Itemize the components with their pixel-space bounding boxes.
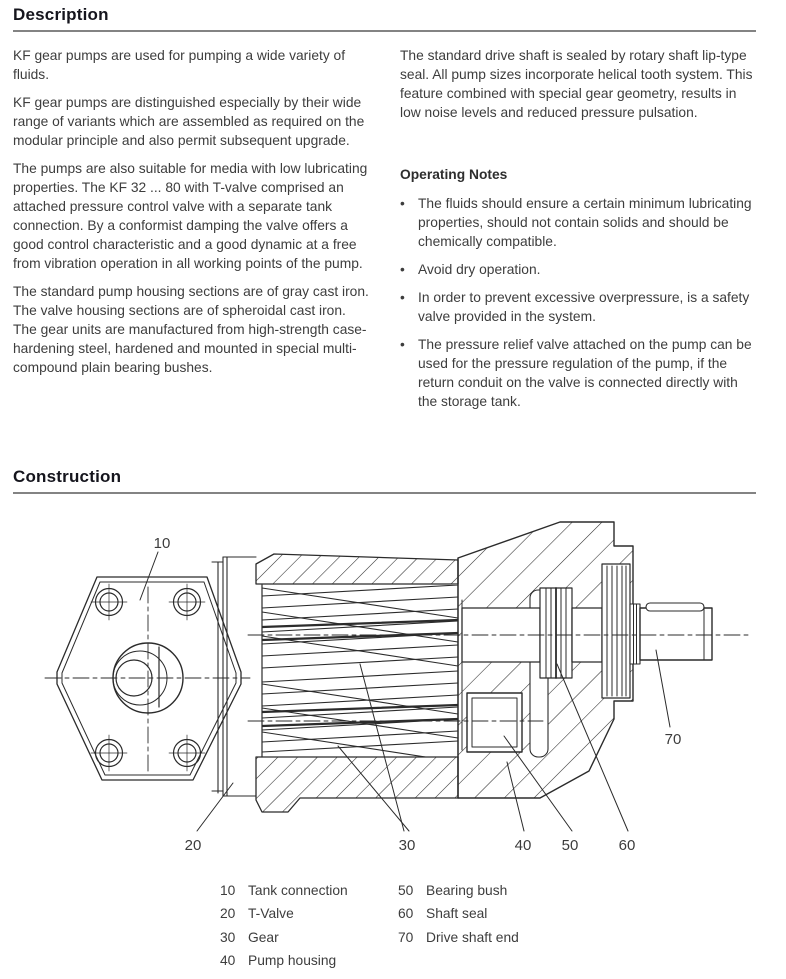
shaft-seal-rings [540,588,572,678]
bullet-text: In order to prevent excessive overpressure, is a safety valve provided in the system. [418,290,750,324]
paragraph: KF gear pumps are used for pumping a wide variety of fluids. [13,48,346,82]
cover-exit-rings [602,564,630,698]
legend-number: 30 [220,929,236,945]
legend-item [220,926,348,949]
legend-label: T-Valve [248,906,294,922]
callout-70: 70 [664,731,682,748]
legend-number: 60 [398,906,414,922]
paragraph: KF gear pumps are distinguished especially by their wide range of variants which are assembled as required on the modular principle and also permit subsequent upgrade. [13,95,365,148]
description-right-column [400,46,758,420]
list-item [400,260,758,279]
legend-label: Drive shaft end [426,929,519,945]
callout-40: 40 [514,837,532,854]
description-heading: Description [13,5,109,24]
legend-label: Pump housing [248,953,337,969]
gear-teeth [262,585,458,762]
bullet-marker: • [400,196,405,211]
callout-20: 20 [184,837,202,854]
legend-number: 10 [220,883,236,898]
housing-top-wall [256,554,458,584]
paragraph: The standard pump housing sections are of gray cast iron. The valve housing sections are of spheroidal cast iron. [13,284,369,318]
description-left-column [13,46,369,386]
legend-item [398,879,519,902]
t-valve-plate [212,557,256,796]
legend-number: 40 [220,953,236,969]
description-heading-rule [13,30,756,32]
bearing-bush [467,693,522,752]
bullet-marker: • [400,262,405,277]
legend-column-right [398,879,519,949]
legend-column-left [220,879,348,973]
legend-number: 50 [398,883,414,898]
legend-item [220,879,348,902]
callout-50: 50 [561,837,579,854]
bullet-marker: • [400,337,405,352]
list-item [400,194,758,251]
bullet-text: The pressure relief valve attached on the pump can be used for the pressure regulation of the pump, if the return conduit on the valve is connected directly with the storage tank. [418,337,752,409]
callout-30: 30 [398,837,416,854]
paragraph: The gear units are manufactured from high-strength case-hardening steel, hardened and mounted in special multi-compound plain bearing bushes. [13,322,367,375]
shaft-collar [630,604,640,664]
operating-notes-heading: Operating Notes [400,167,508,182]
construction-header [13,466,756,494]
bullet-text: Avoid dry operation. [418,262,541,277]
legend-label: Gear [248,929,279,945]
bullet-text: The fluids should ensure a certain minimum lubricating properties, should not contain solids and should be chemically compatible. [418,196,752,249]
legend-item [220,949,348,972]
legend-label: Tank connection [248,883,348,898]
housing-bottom-wall [256,757,458,812]
legend-label: Shaft seal [426,906,488,922]
legend-number: 20 [220,906,236,922]
list-item [400,288,758,326]
paragraph: The standard drive shaft is sealed by rotary shaft lip-type seal. All pump sizes incorporate helical tooth system. This feature combined with special gear geometry, results in low noise levels and reduced pressure pulsation. [400,48,753,120]
callout-10: 10 [153,535,171,552]
paragraph: The pumps are also suitable for media with low lubricating properties. The KF 32 ... 80 with T-valve comprised an attached pressure control valve with a separate tank connection. By a conformist damping the valve offers a good control characteristic and a good dynamic at a free from vibration operation in all working points of the pump. [13,161,368,271]
construction-heading-rule [13,492,756,494]
list-item [400,335,758,411]
bullet-marker: • [400,290,405,305]
construction-heading: Construction [13,467,122,486]
description-header [13,4,756,32]
drive-shaft-end [640,603,712,660]
legend-number: 70 [398,929,414,945]
callout-60: 60 [618,837,636,854]
legend-item [398,902,519,925]
legend-label: Bearing bush [426,883,508,898]
operating-notes-list [400,194,758,411]
legend-item [398,926,519,949]
legend-item [220,902,348,925]
pump-cross-section-drawing [0,500,786,872]
